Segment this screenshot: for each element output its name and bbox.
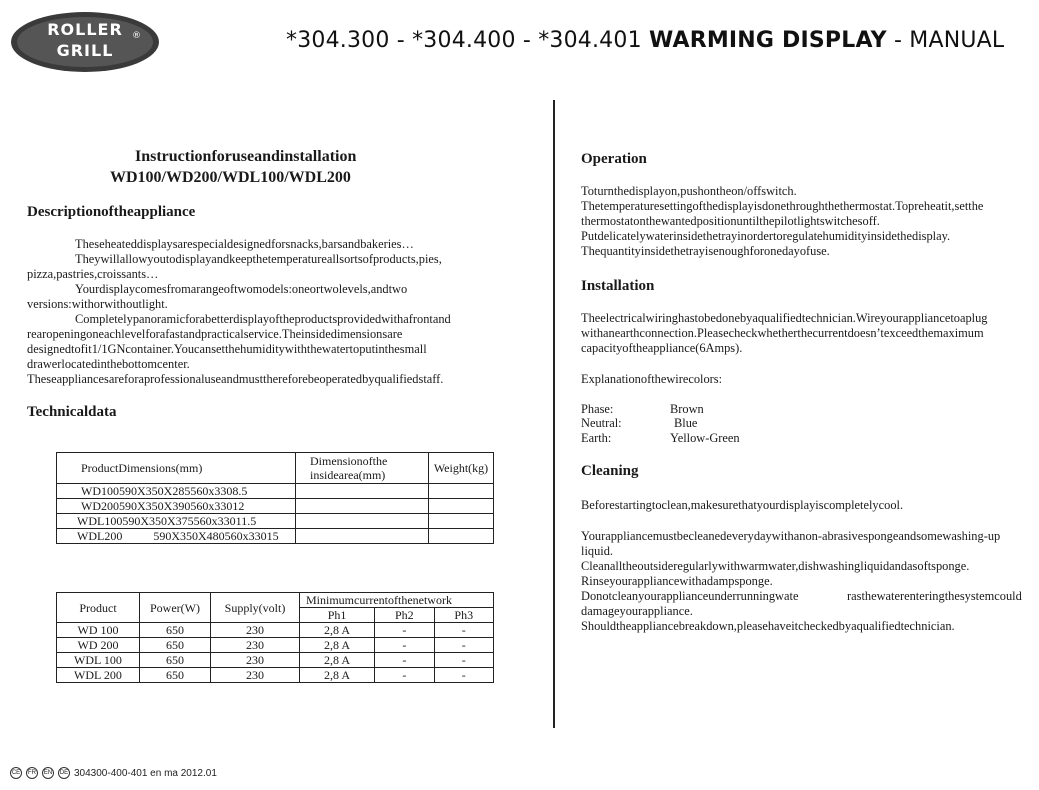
dimension-values: 590X350X480560x33015 — [153, 529, 279, 543]
cleaning-heading: Cleaning — [581, 463, 639, 479]
table-header-row — [57, 453, 494, 484]
header-ph2: Ph2 — [375, 608, 434, 623]
models-title: WD100/WD200/WDL100/WDL200 — [110, 169, 351, 186]
installation-line: Theelectricalwiringhastobedonebyaqualifiedtechnician.Wireyourappliancetoaplug — [581, 311, 988, 325]
language-en-icon: EN — [42, 767, 54, 779]
header-ph1: Ph1 — [300, 608, 375, 623]
ph1-cell: 2,8 A — [300, 623, 375, 638]
column-divider — [553, 100, 555, 728]
operation-line: thermostatonthewantedpositionuntilthepilotlightswitchesoff. — [581, 214, 880, 228]
ph1-cell: 2,8 A — [300, 668, 375, 683]
cleaning-line: Yourappliancemustbecleanedeverydaywithanon-abrasivespongeandsomewashing-up — [581, 529, 1001, 543]
dimension-cell — [57, 529, 296, 544]
dimension-cell: WD100590X350X285560x3308.5 — [57, 484, 296, 499]
ph2-cell: - — [375, 653, 434, 668]
supply-cell: 230 — [211, 668, 300, 683]
description-line: Theseappliancesareforaprofessionaluseandmustthereforebeoperatedbyqualifiedstaff. — [27, 372, 444, 386]
header-product: Product — [57, 593, 140, 623]
ph1-cell: 2,8 A — [300, 638, 375, 653]
wire-label: Neutral: — [581, 416, 622, 430]
power-cell: 650 — [140, 668, 211, 683]
cleaning-line: Donotcleanyourapplianceunderrunningwate — [581, 589, 799, 603]
cleaning-line: Rinseyourappliancewithadampsponge. — [581, 574, 773, 588]
title-product: WARMING DISPLAY — [648, 28, 887, 53]
power-cell: 650 — [140, 653, 211, 668]
roller-grill-logo — [10, 11, 160, 73]
table-row — [57, 623, 494, 638]
header-weight: Weight(kg) — [429, 453, 494, 484]
header-product-dimensions: ProductDimensions(mm) — [57, 453, 296, 484]
table-row — [57, 499, 494, 514]
product-cell: WD 200 — [57, 638, 140, 653]
supply-cell: 230 — [211, 653, 300, 668]
cleaning-line: rasthewaterenteringthesystemcould — [847, 589, 1022, 603]
product-cell: WDL 200 — [57, 668, 140, 683]
header-inside-area-line1: Dimensionofthe — [310, 454, 388, 468]
table-row — [57, 514, 494, 529]
supply-cell: 230 — [211, 638, 300, 653]
language-de-icon: DE — [58, 767, 70, 779]
operation-heading: Operation — [581, 151, 647, 167]
table-row — [57, 529, 494, 544]
table-header-row — [57, 593, 494, 608]
technical-heading: Technicaldata — [27, 404, 117, 420]
wire-value: Brown — [670, 402, 704, 416]
description-heading: Descriptionoftheappliance — [27, 204, 196, 220]
wire-value: Blue — [674, 416, 698, 430]
footer — [10, 767, 217, 779]
ph2-cell: - — [375, 638, 434, 653]
description-line: rearopeningoneachlevelforafastandpracticalservice.Theinsidedimensionsare — [27, 327, 403, 341]
power-cell: 650 — [140, 638, 211, 653]
header-ph3: Ph3 — [434, 608, 493, 623]
supply-cell: 230 — [211, 623, 300, 638]
product-cell: WD 100 — [57, 623, 140, 638]
empty-cell — [296, 529, 429, 544]
operation-line: Toturnthedisplayon,pushontheon/offswitch. — [581, 184, 797, 198]
header-inside-area-line2: insidearea(mm) — [310, 468, 386, 482]
cleaning-line: damageyourappliance. — [581, 604, 693, 618]
product-cell: WDL 100 — [57, 653, 140, 668]
description-line: Theywillallowyoutodisplayandkeepthetemperatureallsortsofproducts,pies, — [75, 252, 442, 266]
operation-line: Putdelicatelywaterinsidethetrayinordertoregulatehumidityinsidethedisplay. — [581, 229, 951, 243]
ph3-cell: - — [434, 623, 493, 638]
dimension-cell: WD200590X350X390560x33012 — [57, 499, 296, 514]
cleaning-line: Beforestartingtoclean,makesurethatyourdisplayiscompletelycool. — [581, 498, 904, 512]
header-supply: Supply(volt) — [211, 593, 300, 623]
model-name: WDL200 — [77, 529, 123, 543]
empty-cell — [296, 499, 429, 514]
description-line: Completelypanoramicforabetterdisplayoftheproductsprovidedwithafrontand — [75, 312, 451, 326]
table-row — [57, 484, 494, 499]
document-title — [286, 28, 1004, 53]
wire-value: Yellow-Green — [670, 431, 740, 445]
empty-cell — [429, 499, 494, 514]
certification-icon: CE — [10, 767, 22, 779]
cleaning-line: liquid. — [581, 544, 614, 558]
ph3-cell: - — [434, 668, 493, 683]
ph3-cell: - — [434, 638, 493, 653]
operation-line: Thequantityinsidethetrayisenoughforonedayofuse. — [581, 244, 830, 258]
dimension-cell: WDL100590X350X375560x33011.5 — [57, 514, 296, 529]
document-reference: 304300-400-401 en ma 2012.01 — [74, 767, 217, 779]
ph3-cell: - — [434, 653, 493, 668]
header-power: Power(W) — [140, 593, 211, 623]
empty-cell — [429, 529, 494, 544]
wire-colors-intro: Explanationofthewirecolors: — [581, 372, 723, 386]
logo-text-grill: GRILL — [56, 41, 114, 60]
header-min-current: Minimumcurrentofthenetwork — [300, 593, 494, 608]
registered-mark: ® — [132, 31, 141, 41]
cleaning-line: Shouldtheappliancebreakdown,pleasehaveitcheckedbyaqualifiedtechnician. — [581, 619, 955, 633]
language-fr-icon: FR — [26, 767, 38, 779]
description-line: pizza,pastries,croissants… — [27, 267, 159, 281]
empty-cell — [296, 514, 429, 529]
description-line: designedtofit1/1GNcontainer.Youcansetthehumiditywiththewatertoputinthesmall — [27, 342, 427, 356]
installation-line: withanearthconnection.Pleasecheckwhetherthecurrentdoesn’texceedthemaximum — [581, 326, 984, 340]
electrical-table — [56, 592, 494, 683]
description-line: drawerlocatedinthebottomcenter. — [27, 357, 190, 371]
dimensions-table — [56, 452, 494, 544]
table-row — [57, 668, 494, 683]
wire-label: Earth: — [581, 431, 612, 445]
empty-cell — [429, 484, 494, 499]
logo-text-roller: ROLLER — [47, 20, 123, 39]
description-line: versions:withorwithoutlight. — [27, 297, 168, 311]
power-cell: 650 — [140, 623, 211, 638]
operation-line: Thetemperaturesettingofthedisplayisdonethroughthethermostat.Topreheatit,setthe — [581, 199, 984, 213]
empty-cell — [429, 514, 494, 529]
description-line: Theseheateddisplaysarespecialdesignedforsnacks,barsandbakeries… — [75, 237, 414, 251]
title-codes: *304.300 - *304.400 - *304.401 — [286, 28, 642, 53]
table-row — [57, 653, 494, 668]
cleaning-line: Cleanalltheoutsideregularlywithwarmwater,dishwashingliquidandasoftsponge. — [581, 559, 970, 573]
instruction-title: Instructionforuseandinstallation — [135, 148, 357, 165]
title-suffix: - MANUAL — [893, 28, 1005, 53]
header-inside-area — [296, 453, 429, 484]
description-line: Yourdisplaycomesfromarangeoftwomodels:oneortwolevels,andtwo — [75, 282, 408, 296]
empty-cell — [296, 484, 429, 499]
wire-label: Phase: — [581, 402, 614, 416]
installation-line: capacityoftheappliance(6Amps). — [581, 341, 743, 355]
ph2-cell: - — [375, 623, 434, 638]
ph1-cell: 2,8 A — [300, 653, 375, 668]
ph2-cell: - — [375, 668, 434, 683]
table-row — [57, 638, 494, 653]
installation-heading: Installation — [581, 278, 655, 294]
